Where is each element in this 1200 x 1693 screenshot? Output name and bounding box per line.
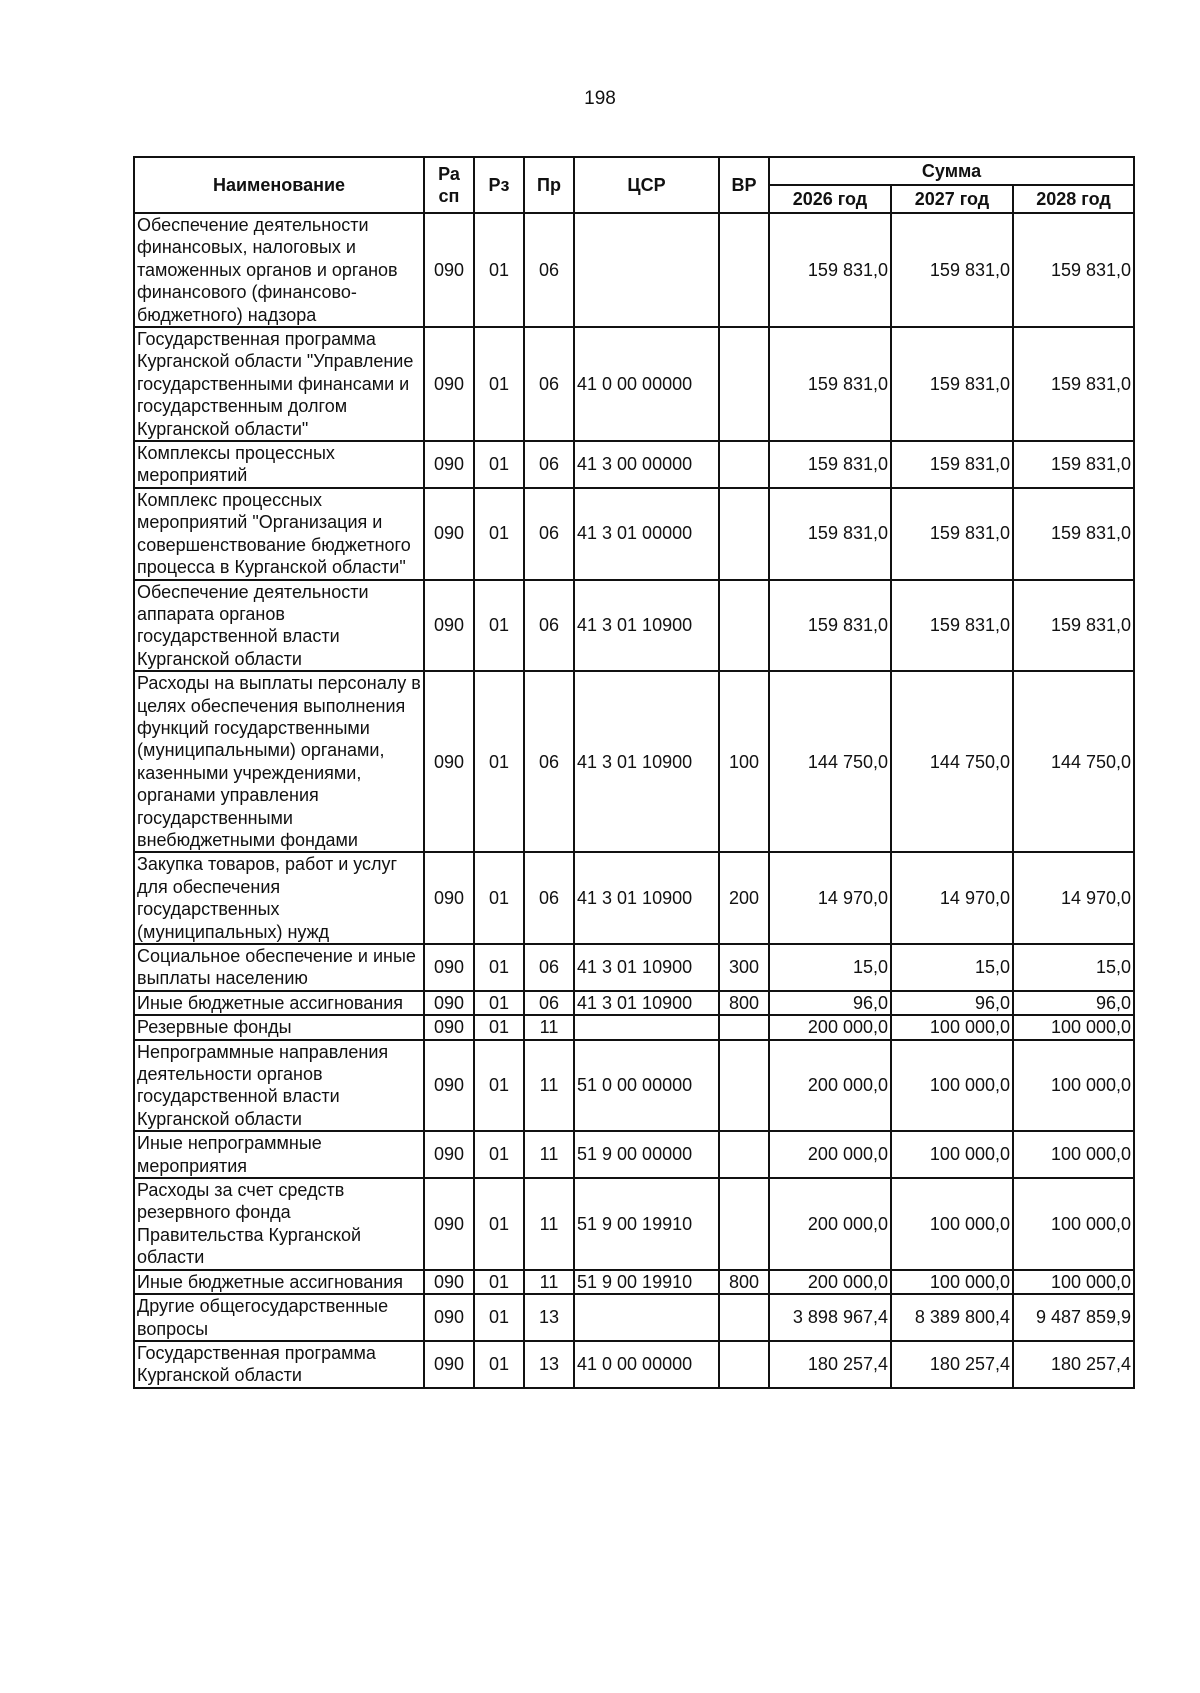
row-name: Комплекс процессных мероприятий "Организация и совершенствование бюджетного процесса в Курганской области" [134,488,424,580]
header-sum: Сумма [769,157,1134,185]
row-sum-2028: 144 750,0 [1013,671,1134,852]
row-pr: 11 [524,1015,574,1039]
row-vr: 800 [719,991,769,1015]
row-vr: 100 [719,671,769,852]
row-vr [719,327,769,441]
row-rz: 01 [474,580,524,672]
row-rasp: 090 [424,671,474,852]
row-vr [719,1341,769,1388]
row-csr [574,213,719,327]
row-sum-2027: 100 000,0 [891,1131,1013,1178]
row-rz: 01 [474,488,524,580]
row-sum-2028: 159 831,0 [1013,213,1134,327]
row-sum-2028: 159 831,0 [1013,441,1134,488]
table-row [134,1040,1134,1132]
row-sum-2027: 15,0 [891,944,1013,991]
row-name: Обеспечение деятельности аппарата органов государственной власти Курганской области [134,580,424,672]
row-csr: 41 3 01 10900 [574,991,719,1015]
row-sum-2027: 159 831,0 [891,213,1013,327]
row-pr: 06 [524,441,574,488]
row-vr [719,1040,769,1132]
row-pr: 06 [524,488,574,580]
row-sum-2028: 96,0 [1013,991,1134,1015]
row-csr: 41 3 01 00000 [574,488,719,580]
row-rz: 01 [474,944,524,991]
row-rasp: 090 [424,327,474,441]
row-pr: 06 [524,671,574,852]
row-sum-2026: 3 898 967,4 [769,1294,891,1341]
row-sum-2027: 96,0 [891,991,1013,1015]
table-row [134,1178,1134,1270]
row-csr: 41 3 01 10900 [574,852,719,944]
row-rz: 01 [474,991,524,1015]
table-row [134,1294,1134,1341]
header-vr: ВР [719,157,769,213]
row-sum-2026: 159 831,0 [769,580,891,672]
row-rasp: 090 [424,852,474,944]
row-pr: 06 [524,327,574,441]
row-vr [719,1178,769,1270]
row-vr: 200 [719,852,769,944]
table-row [134,213,1134,327]
table-row [134,1341,1134,1388]
row-sum-2028: 100 000,0 [1013,1015,1134,1039]
row-rasp: 090 [424,1015,474,1039]
row-pr: 13 [524,1294,574,1341]
row-rz: 01 [474,1341,524,1388]
row-rasp: 090 [424,441,474,488]
row-name: Комплексы процессных мероприятий [134,441,424,488]
row-vr: 800 [719,1270,769,1294]
row-name: Обеспечение деятельности финансовых, налоговых и таможенных органов и органов финансового (финансово-бюджетного) надзора [134,213,424,327]
row-sum-2028: 14 970,0 [1013,852,1134,944]
row-csr: 41 3 01 10900 [574,580,719,672]
row-sum-2027: 100 000,0 [891,1015,1013,1039]
table-row [134,327,1134,441]
table-row [134,671,1134,852]
row-pr: 11 [524,1270,574,1294]
row-sum-2027: 180 257,4 [891,1341,1013,1388]
row-csr [574,1294,719,1341]
row-csr: 41 0 00 00000 [574,327,719,441]
row-vr [719,213,769,327]
row-sum-2026: 14 970,0 [769,852,891,944]
row-sum-2026: 96,0 [769,991,891,1015]
row-rz: 01 [474,1015,524,1039]
row-sum-2026: 15,0 [769,944,891,991]
row-rz: 01 [474,852,524,944]
row-rasp: 090 [424,488,474,580]
row-rasp: 090 [424,580,474,672]
row-csr [574,1015,719,1039]
row-name: Иные бюджетные ассигнования [134,1270,424,1294]
row-name: Расходы на выплаты персоналу в целях обеспечения выполнения функций государственными (муниципальными) органами, казенными учреждениями, органами управления государственными внебюджетными фондами [134,671,424,852]
row-csr: 51 9 00 19910 [574,1178,719,1270]
budget-table [133,156,1135,1389]
row-name: Резервные фонды [134,1015,424,1039]
row-sum-2028: 100 000,0 [1013,1270,1134,1294]
row-rz: 01 [474,213,524,327]
row-rasp: 090 [424,1040,474,1132]
row-sum-2028: 100 000,0 [1013,1131,1134,1178]
row-pr: 06 [524,944,574,991]
row-csr: 51 0 00 00000 [574,1040,719,1132]
header-year-2027: 2027 год [891,185,1013,213]
row-vr [719,580,769,672]
row-rz: 01 [474,671,524,852]
row-rz: 01 [474,441,524,488]
row-pr: 06 [524,213,574,327]
row-sum-2027: 159 831,0 [891,488,1013,580]
row-vr [719,1294,769,1341]
row-sum-2027: 100 000,0 [891,1178,1013,1270]
row-sum-2027: 8 389 800,4 [891,1294,1013,1341]
row-pr: 13 [524,1341,574,1388]
row-name: Государственная программа Курганской области [134,1341,424,1388]
row-rz: 01 [474,1270,524,1294]
row-rasp: 090 [424,944,474,991]
header-rasp: Ра сп [424,157,474,213]
row-rz: 01 [474,327,524,441]
row-pr: 11 [524,1131,574,1178]
row-name: Иные бюджетные ассигнования [134,991,424,1015]
row-name: Непрограммные направления деятельности органов государственной власти Курганской области [134,1040,424,1132]
row-sum-2026: 159 831,0 [769,441,891,488]
row-sum-2027: 100 000,0 [891,1270,1013,1294]
row-pr: 11 [524,1040,574,1132]
row-name: Другие общегосударственные вопросы [134,1294,424,1341]
row-name: Иные непрограммные мероприятия [134,1131,424,1178]
row-csr: 51 9 00 00000 [574,1131,719,1178]
header-csr: ЦСР [574,157,719,213]
row-sum-2026: 200 000,0 [769,1131,891,1178]
row-rz: 01 [474,1178,524,1270]
row-sum-2026: 144 750,0 [769,671,891,852]
table-row [134,852,1134,944]
row-sum-2028: 159 831,0 [1013,327,1134,441]
row-sum-2026: 200 000,0 [769,1040,891,1132]
table-row [134,991,1134,1015]
row-sum-2028: 9 487 859,9 [1013,1294,1134,1341]
row-sum-2027: 159 831,0 [891,327,1013,441]
row-rz: 01 [474,1040,524,1132]
row-sum-2026: 200 000,0 [769,1015,891,1039]
table-row [134,1270,1134,1294]
row-csr: 51 9 00 19910 [574,1270,719,1294]
row-rz: 01 [474,1131,524,1178]
table-row [134,580,1134,672]
page-number: 198 [584,88,616,109]
row-sum-2026: 159 831,0 [769,213,891,327]
header-name: Наименование [134,157,424,213]
header-pr: Пр [524,157,574,213]
row-sum-2026: 200 000,0 [769,1270,891,1294]
row-sum-2028: 159 831,0 [1013,488,1134,580]
row-name: Закупка товаров, работ и услуг для обеспечения государственных (муниципальных) нужд [134,852,424,944]
table-body [134,213,1134,1388]
row-sum-2027: 159 831,0 [891,441,1013,488]
row-name: Государственная программа Курганской области "Управление государственными финансами и государственным долгом Курганской области" [134,327,424,441]
row-pr: 06 [524,852,574,944]
row-name: Социальное обеспечение и иные выплаты населению [134,944,424,991]
table-row [134,488,1134,580]
row-vr [719,441,769,488]
row-sum-2026: 180 257,4 [769,1341,891,1388]
header-year-2026: 2026 год [769,185,891,213]
row-rasp: 090 [424,1131,474,1178]
row-rasp: 090 [424,991,474,1015]
header-year-2028: 2028 год [1013,185,1134,213]
header-rz: Рз [474,157,524,213]
table-row [134,944,1134,991]
row-name: Расходы за счет средств резервного фонда Правительства Курганской области [134,1178,424,1270]
row-rz: 01 [474,1294,524,1341]
row-vr: 300 [719,944,769,991]
row-pr: 06 [524,580,574,672]
header-row [134,157,1134,185]
row-vr [719,1131,769,1178]
row-rasp: 090 [424,1270,474,1294]
row-sum-2028: 100 000,0 [1013,1178,1134,1270]
row-sum-2028: 100 000,0 [1013,1040,1134,1132]
row-csr: 41 3 00 00000 [574,441,719,488]
table-row [134,1015,1134,1039]
row-rasp: 090 [424,213,474,327]
row-pr: 11 [524,1178,574,1270]
table-row [134,441,1134,488]
row-csr: 41 3 01 10900 [574,944,719,991]
row-sum-2026: 159 831,0 [769,488,891,580]
row-vr [719,1015,769,1039]
row-csr: 41 0 00 00000 [574,1341,719,1388]
row-rasp: 090 [424,1294,474,1341]
row-sum-2027: 159 831,0 [891,580,1013,672]
row-csr: 41 3 01 10900 [574,671,719,852]
row-pr: 06 [524,991,574,1015]
row-rasp: 090 [424,1178,474,1270]
row-sum-2027: 144 750,0 [891,671,1013,852]
row-sum-2027: 100 000,0 [891,1040,1013,1132]
row-sum-2028: 159 831,0 [1013,580,1134,672]
row-sum-2026: 200 000,0 [769,1178,891,1270]
row-sum-2028: 180 257,4 [1013,1341,1134,1388]
row-rasp: 090 [424,1341,474,1388]
row-sum-2027: 14 970,0 [891,852,1013,944]
table-row [134,1131,1134,1178]
row-sum-2028: 15,0 [1013,944,1134,991]
row-vr [719,488,769,580]
row-sum-2026: 159 831,0 [769,327,891,441]
